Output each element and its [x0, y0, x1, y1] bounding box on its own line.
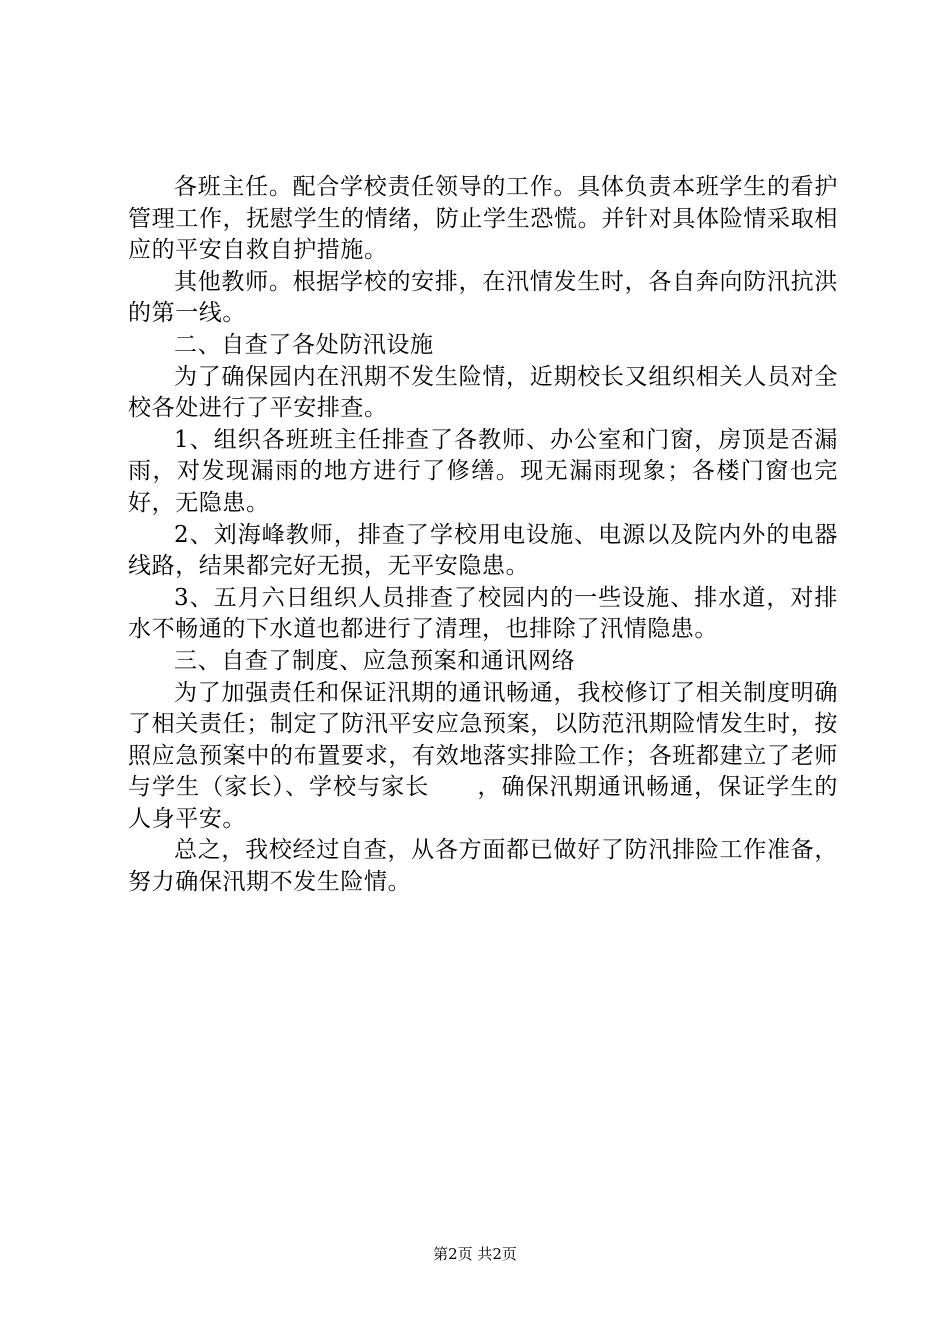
paragraph-facility-inspection: 为了确保园内在汛期不发生险情，近期校长又组织相关人员对全校各处进行了平安排查。 [128, 363, 838, 422]
section-heading-facilities: 二、自查了各处防汛设施 [174, 331, 434, 358]
paragraph-communication: 为了加强责任和保证汛期的通讯畅通，我校修订了相关制度明确了相关责任；制定了防汛平安应急预案，以防范汛期险情发生时，按照应急预案中的布置要求，有效地落实排险工作；各班都建立了老师与学生（家长）、学校与家长 ，确保汛期通讯畅通，保证学生的人身平安。 [128, 679, 838, 832]
document-body [128, 172, 838, 899]
page-number-footer: 第2页 共2页 [433, 1245, 517, 1263]
list-item-1-roof-windows: 1、组织各班班主任排查了各教师、办公室和门窗，房顶是否漏雨，对发现漏雨的地方进行了修缮。现无漏雨现象；各楼门窗也完好，无隐患。 [128, 426, 838, 516]
section-heading-system: 三、自查了制度、应急预案和通讯网络 [174, 647, 576, 674]
list-item-3-drainage: 3、五月六日组织人员排查了校园内的一些设施、排水道，对排水不畅通的下水道也都进行了清理，也排除了汛情隐患。 [128, 584, 838, 643]
list-item-2-electrical: 2、刘海峰教师，排查了学校用电设施、电源以及院内外的电器线路，结果都完好无损，无平安隐患。 [128, 521, 838, 580]
paragraph-class-teachers: 各班主任。配合学校责任领导的工作。具体负责本班学生的看护管理工作，抚慰学生的情绪，防止学生恐慌。并针对具体险情采取相应的平安自救自护措施。 [128, 174, 838, 264]
paragraph-other-teachers: 其他教师。根据学校的安排，在汛情发生时，各自奔向防汛抗洪的第一线。 [128, 268, 838, 327]
paragraph-conclusion: 总之，我校经过自查，从各方面都已做好了防汛排险工作准备，努力确保汛期不发生险情。 [128, 837, 838, 896]
